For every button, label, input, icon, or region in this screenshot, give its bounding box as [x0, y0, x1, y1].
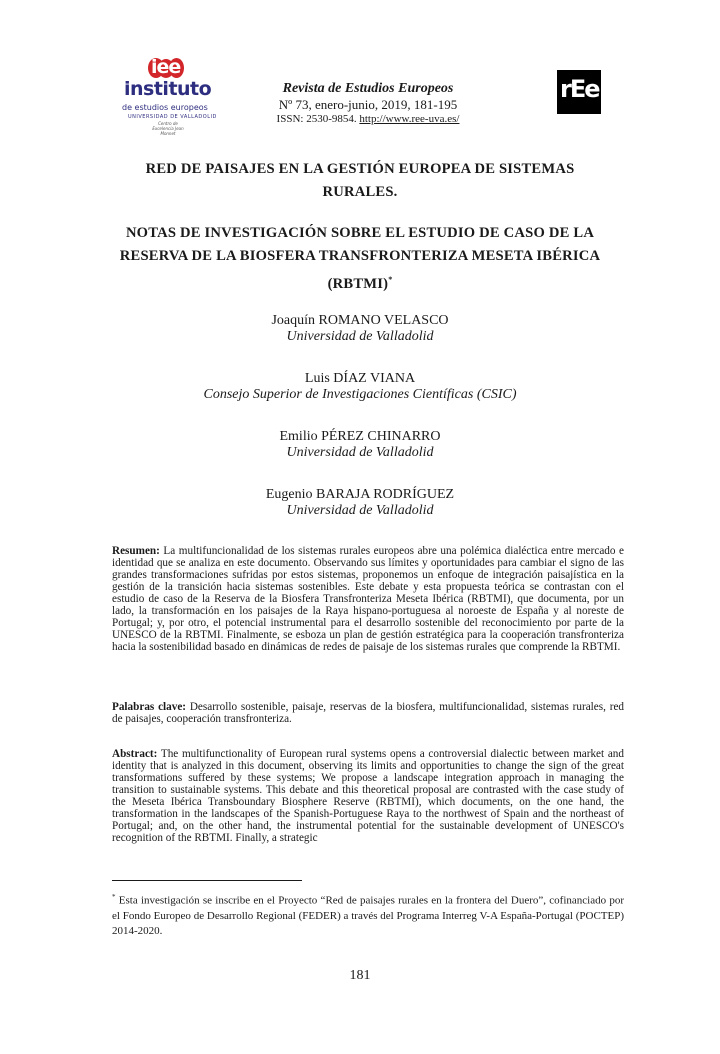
author-block	[110, 313, 610, 345]
author-name: Luis DÍAZ VIANA	[304, 371, 416, 386]
journal-header	[230, 80, 506, 126]
keywords-label: Palabras clave:	[112, 701, 187, 713]
author-affiliation: Universidad de Valladolid	[286, 503, 434, 518]
abstract-label: Abstract:	[112, 748, 158, 760]
author-affiliation: Universidad de Valladolid	[286, 329, 434, 344]
instituto-logo-centre: Centro de Excelencia Jean Monnet	[152, 121, 184, 136]
resumen-text: La multifuncionalidad de los sistemas rurales europeos abre una polémica dialéctica entre mercado e identidad que se analiza en este documento. Observando sus límites y oportunidades para cambiar el signo de las grandes transformaciones sufridas por estos sistemas, proponemos un enfoque de integración paisajística en la gestión de la transición hacia sistemas sostenibles. Este debate y esta propuesta teórica se contrastan con el estudio de caso de la Reserva de la Biosfera Transfronteriza Meseta Ibérica (RBTMI), que documenta, por un lado, la transformación en los paisajes de la Raya hispano-portuguesa al noroeste de España y al noreste de Portugal; y, por otro, el potencial instrumental para el desarrollo sostenible del reconocimiento por parte de la UNESCO de la RBTMI. Finalmente, se esboza un plan de gestión estratégica para la cooperación transfronteriza hacia la sostenibilidad basado en dinámicas de redes de paisaje de los sistemas rurales que comprende la RBTMI.	[112, 545, 625, 653]
resumen-section	[112, 545, 624, 653]
author-name: Joaquín ROMANO VELASCO	[271, 313, 449, 328]
footnote-divider	[112, 880, 302, 881]
footnote-marker-ref[interactable]: *	[388, 275, 393, 284]
article-title: RED DE PAISAJES EN LA GESTIÓN EUROPEA DE SISTEMAS RURALES.	[145, 161, 575, 200]
journal-issn-line	[230, 112, 506, 126]
iee-logo-text: iee	[151, 56, 181, 78]
resumen-label: Resumen:	[112, 545, 160, 557]
journal-title: Revista de Estudios Europeos	[282, 81, 454, 96]
abstract-text: The multifunctionality of European rural systems opens a controversial dialectic between market and identity that is analyzed in this document, observing its limits and opportunities to change the sign of the great transformations suffered by these systems; We propose a landscape integration approach in managing the transition to sustainable systems. This debate and this theoretical proposal are contrasted with the case study of the Meseta Ibérica Transboundary Biosphere Reserve (RBTMI), which documents, on the one hand, the transformation in the landscapes of the Spanish-Portuguese Raya to the northwest of Spain and the northeast of Portugal; and, on the other hand, the instrumental potential for the sustainable development of UNESCO's recognition of the RBTMI. Finally, a strategic	[112, 748, 624, 844]
author-block	[110, 429, 610, 461]
ree-logo-text: rEe	[560, 75, 599, 103]
author-affiliation: Consejo Superior de Investigaciones Científicas (CSIC)	[203, 387, 517, 402]
author-block	[110, 487, 610, 519]
abstract-section	[112, 748, 624, 844]
iee-logo-mark	[144, 58, 188, 80]
author-affiliation: Universidad de Valladolid	[286, 445, 434, 460]
article-subtitle-text: NOTAS DE INVESTIGACIÓN SOBRE EL ESTUDIO DE CASO DE LA RESERVA DE LA BIOSFERA TRANSFRONTERIZA MESETA IBÉRICA (RBTMI)	[119, 225, 601, 292]
footnote-marker: *	[112, 893, 116, 901]
instituto-logo	[118, 58, 218, 134]
keywords-text: Desarrollo sostenible, paisaje, reservas de la biosfera, multifuncionalidad, sistemas rurales, red de paisajes, cooperación transfronteriza.	[112, 701, 625, 725]
journal-url-link[interactable]: http://www.ree-uva.es/	[359, 113, 460, 125]
journal-issue: Nº 73, enero-junio, 2019, 181-195	[278, 97, 458, 112]
keywords-section	[112, 701, 624, 725]
author-name: Eugenio BARAJA RODRÍGUEZ	[265, 487, 455, 502]
ree-logo	[557, 70, 601, 114]
instituto-logo-word: instituto	[124, 78, 212, 100]
author-name: Emilio PÉREZ CHINARRO	[279, 429, 441, 444]
instituto-logo-university: UNIVERSIDAD DE VALLADOLID	[128, 114, 217, 120]
instituto-logo-subtitle: de estudios europeos	[122, 103, 208, 112]
article-subtitle	[110, 222, 610, 296]
page-number: 181	[349, 968, 371, 983]
footnote-text: Esta investigación se inscribe en el Proyecto “Red de paisajes rurales en la frontera del Duero”, cofinanciado por el Fondo Europeo de Desarrollo Regional (FEDER) a través del Programa Interreg V-A España-Portugal (POCTEP) 2014-2020.	[112, 894, 625, 937]
footnote	[112, 890, 624, 939]
author-block	[110, 371, 610, 403]
journal-issn: ISSN: 2530-9854.	[276, 113, 357, 125]
